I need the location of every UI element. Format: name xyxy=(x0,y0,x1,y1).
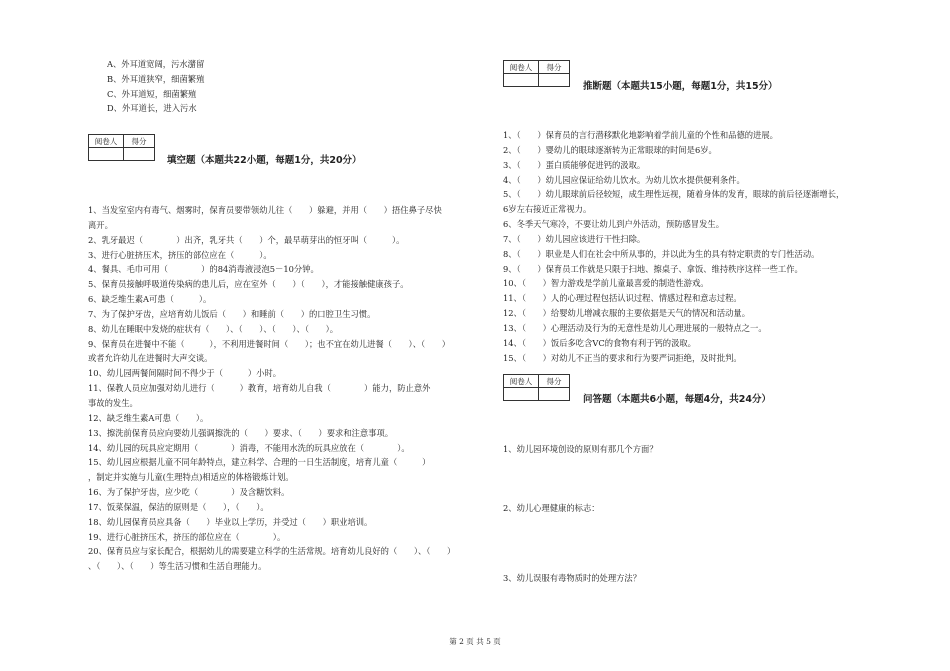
judge-line: 5、（ ）幼儿眼球前后径较短，成生理性远视，随着身体的发育，眼球的前后径逐渐增长， xyxy=(503,189,845,200)
qa-question-1: 1、幼儿园环境创设的原则有那几个方面？ xyxy=(503,444,658,454)
score-cell xyxy=(539,74,570,87)
option-d: D、外耳道长，进入污水 xyxy=(107,103,197,114)
fill-score-table xyxy=(88,134,155,161)
judge-line: 11、（ ）人的心理过程包括认识过程、情感过程和意志过程。 xyxy=(503,293,742,304)
judge-line: 6、冬季天气寒冷，不要让幼儿到户外活动，预防感冒发生。 xyxy=(503,219,724,230)
reviewer-label: 阅卷人 xyxy=(89,135,124,148)
score-label: 得分 xyxy=(539,61,570,74)
reviewer-label: 阅卷人 xyxy=(504,375,539,388)
fill-line: 17、饭菜保温，保洁的原则是（ ），（ ）。 xyxy=(88,501,269,512)
fill-line: 3、进行心脏挤压术，挤压的部位应在（ ）。 xyxy=(88,249,272,260)
fill-line: 或者允许幼儿在进餐时大声交谈。 xyxy=(88,353,213,364)
reviewer-cell xyxy=(504,74,539,87)
option-list xyxy=(107,57,477,116)
page-number: 第 2 页 共 5 页 xyxy=(449,637,501,646)
fill-line: 、（ ）、（ ）等生活习惯和生活自理能力。 xyxy=(88,561,267,572)
option-c: C、外耳道短，细菌繁殖 xyxy=(107,88,197,99)
reviewer-cell xyxy=(89,148,124,161)
fill-line: 事故的发生。 xyxy=(88,397,138,408)
fill-line: 14、幼儿园的玩具应定期用（ ）消毒，不能用水洗的玩具应放在（ ）。 xyxy=(88,442,410,453)
reviewer-cell xyxy=(504,388,539,401)
fill-line: ，制定并实施与儿童(生理特点)相适应的体格锻炼计划。 xyxy=(88,472,294,483)
judge-score-table xyxy=(503,60,570,87)
judge-line: 15、（ ）对幼儿不正当的要求和行为要严词拒绝，及时批判。 xyxy=(503,352,742,363)
qa-score-table xyxy=(503,374,570,401)
judge-section-title: 推断题（本题共15小题，每题1分，共15分） xyxy=(583,81,778,92)
judge-line: 2、（ ）婴幼儿的眼球逐渐转为正常眼球的时间是6岁。 xyxy=(503,144,717,155)
qa-question-2: 2、幼儿心理健康的标志： xyxy=(503,503,600,513)
judge-line: 4、（ ）幼儿园应保证给幼儿饮水。为幼儿饮水提供便利条件。 xyxy=(503,174,745,185)
judge-line: 13、（ ）心理活动及行为的无意性是幼儿心理进展的一般特点之一。 xyxy=(503,322,767,333)
judge-line: 7、（ ）幼儿园应该进行干性扫除。 xyxy=(503,233,646,244)
fill-line: 20、保育员应与家长配合，根据幼儿的需要建立科学的生活常规。培育幼儿良好的（ ）、（ ） xyxy=(88,546,456,557)
judge-line: 9、（ ）保育员工作就是只限于扫地、擦桌子、拿饭、维持秩序这样一些工作。 xyxy=(503,263,803,274)
judge-line: 12、（ ）给婴幼儿增减衣服的主要依据是天气的情况和活动量。 xyxy=(503,308,751,319)
fill-line: 15、幼儿园应根据儿童不同年龄特点，建立科学、合理的一日生活制度，培育儿童（ ） xyxy=(88,457,431,468)
fill-line: 18、幼儿园保育员应具备（ ）毕业以上学历，并受过（ ）职业培训。 xyxy=(88,516,373,527)
reviewer-label: 阅卷人 xyxy=(504,61,539,74)
fill-line: 5、保育员接触呼吸道传染病的患儿后，应在室外（ ）（ ），才能接触健康孩子。 xyxy=(88,279,409,290)
fill-line: 9、保育员在进餐中不能（ ），不利用进餐时间（ ）；也不宜在幼儿进餐（ ）、（ ） xyxy=(88,338,451,349)
fill-question-list xyxy=(88,203,456,574)
qa-question-3: 3、幼儿误服有毒物质时的处理方法？ xyxy=(503,573,642,583)
fill-line: 13、擦洗前保育员应向要幼儿强调擦洗的（ ）要求、（ ）要求和注意事项。 xyxy=(88,427,394,438)
score-cell xyxy=(124,148,155,161)
qa-section-title: 问答题（本题共6小题，每题4分，共24分） xyxy=(583,394,771,405)
judge-line: 8、（ ）职业是人们在社会中所从事的，并以此为生的具有特定职责的专门性活动。 xyxy=(503,248,820,259)
fill-line: 2、乳牙最迟（ ）出齐，乳牙共（ ）个，最早萌芽出的恒牙叫（ ）。 xyxy=(88,234,405,245)
judge-line: 6岁左右接近正常视力。 xyxy=(503,204,592,215)
fill-line: 11、保教人员应加强对幼儿进行（ ）教育，培育幼儿自我（ ）能力，防止意外 xyxy=(88,383,431,394)
option-a: A、外耳道宽阔，污水潴留 xyxy=(107,59,205,69)
judge-line: 1、（ ）保育员的言行潜移默化地影响着学前儿童的个性和品德的进展。 xyxy=(503,130,778,140)
score-label: 得分 xyxy=(539,375,570,388)
fill-line: 8、幼儿在睡眠中发烧的症状有（ ）、（ ）、（ ）、（ ）。 xyxy=(88,323,339,334)
fill-line: 12、缺乏维生素A可患（ ）。 xyxy=(88,412,209,423)
judge-line: 10、（ ）智力游戏是学前儿童最喜爱的制造性游戏。 xyxy=(503,278,709,289)
score-cell xyxy=(539,388,570,401)
judge-line: 3、（ ）蛋白质能够促进钙的汲取。 xyxy=(503,159,646,170)
judge-question-list xyxy=(503,128,848,366)
option-b: B、外耳道狭窄，细菌繁殖 xyxy=(107,73,205,84)
fill-line: 离开。 xyxy=(88,219,113,230)
fill-line: 19、进行心脏挤压术，挤压的部位应在（ ）。 xyxy=(88,531,286,542)
fill-line: 6、缺乏维生素A可患（ ）。 xyxy=(88,294,212,305)
fill-line: 4、餐具、毛巾可用（ ）的84消毒液浸泡5－10分钟。 xyxy=(88,264,319,275)
fill-line: 7、为了保护牙齿，应培育幼儿饭后（ ）和睡前（ ）的口腔卫生习惯。 xyxy=(88,308,376,319)
judge-line: 14、（ ）饭后多吃含VC的食物有利于钙的汲取。 xyxy=(503,337,696,348)
fill-line: 16、为了保护牙齿，应少吃（ ）及含糖饮料。 xyxy=(88,487,290,498)
fill-line: 10、幼儿园两餐间隔时间不得少于（ ）小时。 xyxy=(88,368,282,379)
score-label: 得分 xyxy=(124,135,155,148)
fill-line: 1、当发室室内有毒气、烟雾时，保育员要带领幼儿往（ ）躲避，并用（ ）捂住鼻子尽快 xyxy=(88,205,442,215)
fill-section-title: 填空题（本题共22小题，每题1分，共20分） xyxy=(167,155,362,166)
